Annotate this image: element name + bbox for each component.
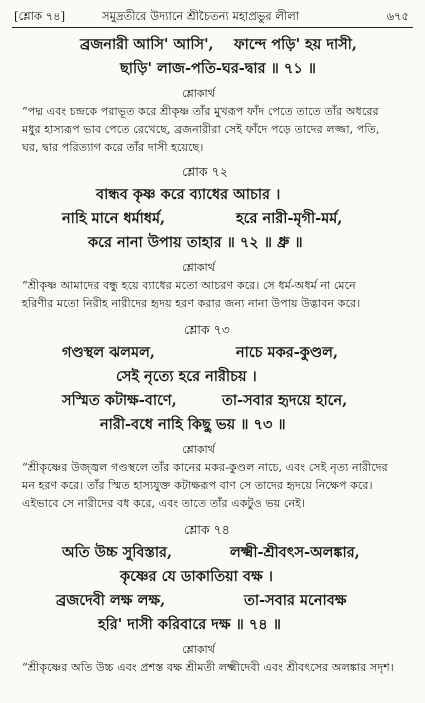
translation-71-line-2: মধুর হাস্যরূপ ভাব পেতে রেখেছে, ব্রজনারীরা সেই ফাঁদে পড়ে তাদের লজ্জা, পতি, <box>22 123 380 136</box>
verse-74-line-3b: তা-সবার মনোবক্ষ <box>244 592 347 609</box>
page-header <box>14 8 411 26</box>
verse-73-line-3b: তা-সবার হৃদয়ে হানে, <box>222 392 348 409</box>
translation-label-74: শ্লোকার্থ <box>182 643 215 656</box>
verse-72-line-2a: নাহি মানে ধর্মাধর্ম, <box>62 210 166 227</box>
verse-74-line-3a: ব্রজদেবী লক্ষ লক্ষ, <box>56 592 166 609</box>
verse-71-line-2: ছাড়ি' লাজ-পতি-ঘর-দ্বার ॥ ৭১ ॥ <box>120 60 317 77</box>
verse-72-line-2b: হরে নারী-মৃগী-মর্ম, <box>236 210 343 227</box>
verse-72-line-3: করে নানা উপায় তাহার ॥ ৭২ ॥ ধ্রু ॥ <box>88 234 303 251</box>
verse-73-line-1a: গণ্ডস্থল ঝলমল, <box>62 344 155 361</box>
translation-73-line-1: “শ্রীকৃষ্ণের উজ্জ্বল গণ্ডস্থলে তাঁর কানের মকর-কুণ্ডল নাচে, এবং সেই নৃত্য নারীদের <box>22 461 388 474</box>
translation-71-line-3: ঘর, দ্বার পরিত্যাগ করে তাঁর দাসী হয়েছে। <box>22 141 204 154</box>
verse-73-line-3a: সস্মিত কটাক্ষ-বাণে, <box>62 392 177 409</box>
verse-73-line-4: নারী-বধে নাহি কিছু ভয় ॥ ৭৩ ॥ <box>100 416 286 433</box>
verse-73-heading: শ্লোক ৭৩ <box>184 322 230 337</box>
page-number: ৬৭৫ <box>386 9 409 23</box>
verse-71-line-1b: ফান্দে পড়ি' হয় দাসী, <box>234 36 357 53</box>
verse-74-line-2: কৃষ্ণের যে ডাকাতিয়া বক্ষ । <box>120 568 273 585</box>
translation-label-72: শ্লোকার্থ <box>182 261 215 274</box>
verse-72-line-1: বান্ধব কৃষ্ণ করে ব্যাধের আচার । <box>96 186 281 203</box>
verse-73-line-1b: নাচে মকর-কুণ্ডল, <box>236 344 339 361</box>
translation-73-line-3: এইভাবে সে নারীদের বধ করে, এবং তাতে তাঁর একটুও ভয় নেই। <box>22 497 305 510</box>
translation-73-line-2: মন হরণ করে। তাঁর স্মিত হাস্যযুক্ত কটাক্ষরূপ বাণ সে তাদের হৃদয়ে নিক্ষেপ করে। <box>22 479 373 492</box>
chapter-title: সমুদ্রতীরে উদ্যানে শ্রীচৈতন্য মহাপ্রভুর লীলা <box>102 9 300 23</box>
translation-label-73: শ্লোকার্থ <box>182 443 215 456</box>
translation-72-line-2: হরিণীর মতো নিরীহ নারীদের হৃদয় হরণ করার জন্য নানা উপায় উদ্ভাবন করে। <box>22 297 361 310</box>
translation-71-line-1: “পদ্ম এবং চন্দ্রকে পরাভূত করে শ্রীকৃষ্ণ তাঁর মুখরূপ ফাঁদ পেতে তাতে তাঁর অধরের <box>22 105 379 118</box>
translation-72-line-1: “শ্রীকৃষ্ণ আমাদের বন্ধু হয়ে ব্যাধের মতো আচরণ করে। সে ধর্ম-অধর্ম না মেনে <box>22 279 356 292</box>
translation-label-71: শ্লোকার্থ <box>182 87 215 100</box>
verse-72-heading: শ্লোক ৭২ <box>182 164 228 179</box>
header-rule <box>12 27 413 28</box>
verse-74-line-4: হরি' দাসী করিবারে দক্ষ ॥ ৭৪ ॥ <box>98 616 281 633</box>
verse-reference: [শ্লোক ৭৪] <box>14 9 66 23</box>
verse-71-line-1a: ব্রজনারী আসি' আসি', <box>80 36 214 53</box>
verse-74-line-1b: লক্ষ্মী-শ্রীবৎস-অলঙ্কার, <box>230 544 360 561</box>
verse-73-line-2: সেই নৃত্যে হরে নারীচয় । <box>116 368 257 385</box>
translation-74-line-1: “শ্রীকৃষ্ণের অতি উচ্চ এবং প্রশস্ত বক্ষ শ্রীমতী লক্ষ্মীদেবী এবং শ্রীবৎসের অলঙ্কার সদৃশ। <box>22 661 394 674</box>
verse-74-heading: শ্লোক ৭৪ <box>184 522 230 537</box>
verse-74-line-1a: অতি উচ্চ সুবিস্তার, <box>62 544 173 561</box>
